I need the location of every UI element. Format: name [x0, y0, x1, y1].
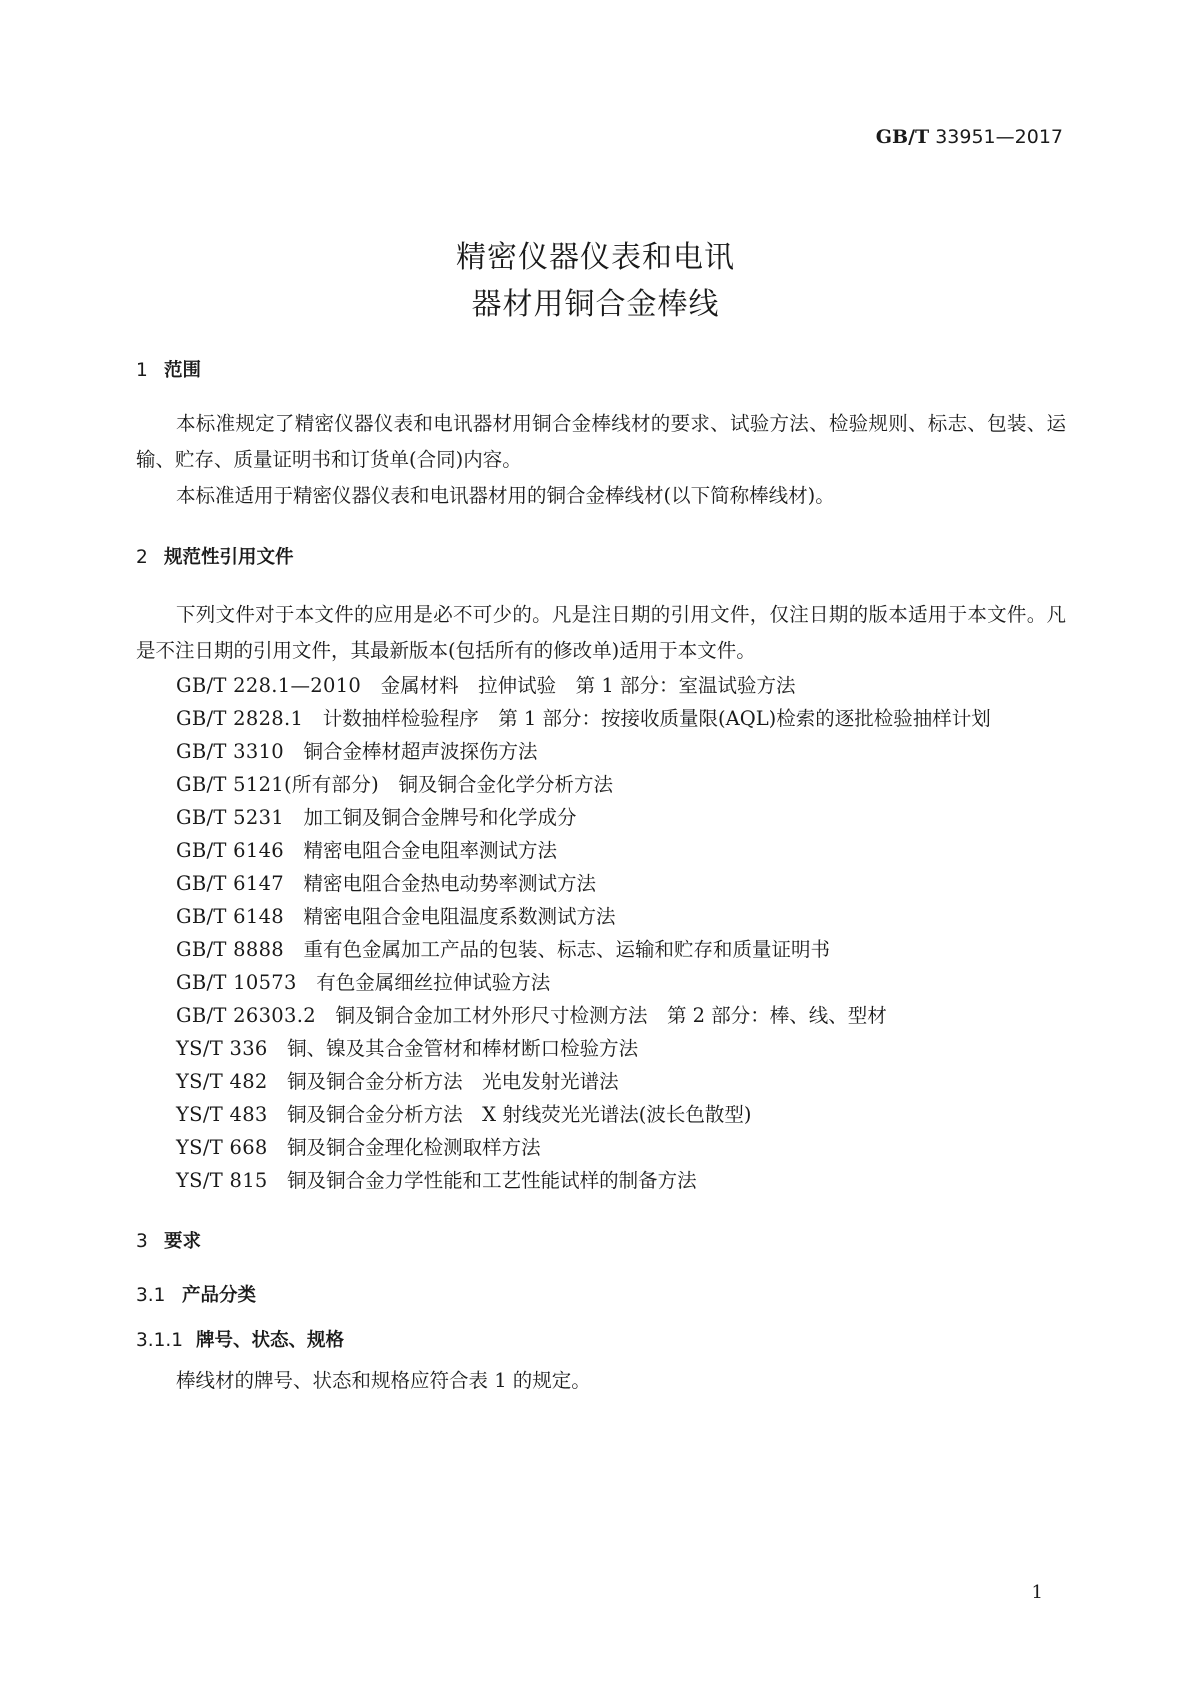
reference-title: 计数抽样检验程序 第 1 部分：按接收质量限(AQL)检索的逐批检验抽样计划 [322, 707, 991, 730]
reference-code: GB/T 5231 [176, 806, 285, 829]
reference-title: 铜及铜合金分析方法 X 射线荧光光谱法(波长色散型) [287, 1103, 752, 1126]
reference-title: 铜及铜合金理化检测取样方法 [287, 1136, 541, 1159]
reference-title: 精密电阻合金电阻率测试方法 [303, 839, 558, 862]
section-title: 规范性引用文件 [164, 547, 294, 568]
reference-title: 有色金属细丝拉伸试验方法 [316, 971, 551, 994]
section-3-1-heading [136, 1281, 256, 1307]
reference-code: GB/T 10573 [176, 971, 297, 994]
reference-title: 铜及铜合金分析方法 光电发射光谱法 [287, 1070, 619, 1093]
reference-code: YS/T 483 [176, 1103, 268, 1126]
reference-title: 铜、镍及其合金管材和棒材断口检验方法 [287, 1037, 639, 1060]
reference-title: 铜及铜合金力学性能和工艺性能试样的制备方法 [287, 1169, 697, 1192]
reference-item [176, 868, 596, 896]
classification-paragraph: 棒线材的牌号、状态和规格应符合表 1 的规定。 [176, 1369, 591, 1392]
references-intro-paragraph: 下列文件对于本文件的应用是必不可少的。凡是注日期的引用文件，仅注日期的版本适用于本文件。凡是不注日期的引用文件，其最新版本(包括所有的修改单)适用于本文件。 [136, 603, 1066, 662]
reference-code: GB/T 6146 [176, 839, 285, 862]
reference-title: 金属材料 拉伸试验 第 1 部分：室温试验方法 [380, 674, 796, 697]
reference-item [176, 802, 577, 830]
section-title: 要求 [164, 1231, 202, 1252]
scope-paragraph-2: 本标准适用于精密仪器仪表和电讯器材用的铜合金棒线材(以下简称棒线材)。 [176, 484, 835, 507]
document-title-line-2: 器材用铜合金棒线 [471, 287, 720, 322]
reference-item [176, 967, 550, 995]
reference-code: YS/T 482 [176, 1070, 268, 1093]
section-1-heading [136, 356, 201, 382]
section-3-heading [136, 1227, 201, 1253]
reference-code: GB/T 26303.2 [176, 1004, 316, 1027]
page-number: 1 [1031, 1582, 1043, 1603]
reference-code: YS/T 815 [176, 1169, 268, 1192]
reference-item [176, 1099, 751, 1127]
reference-code: GB/T 8888 [176, 938, 285, 961]
standard-code [876, 126, 1063, 148]
reference-item [176, 670, 795, 698]
reference-item [176, 1000, 887, 1028]
reference-code: GB/T 228.1—2010 [176, 674, 362, 697]
section-number: 3.1.1 [136, 1330, 184, 1351]
reference-code: GB/T 5121(所有部分) [176, 773, 380, 796]
reference-title: 铜合金棒材超声波探伤方法 [303, 740, 538, 763]
standard-code-number: 33951—2017 [935, 126, 1063, 148]
section-title: 牌号、状态、规格 [196, 1330, 345, 1351]
section-title: 范围 [164, 360, 202, 381]
section-number: 1 [136, 360, 148, 381]
reference-title: 精密电阻合金电阻温度系数测试方法 [303, 905, 616, 928]
section-number: 2 [136, 547, 148, 568]
document-title-line-1: 精密仪器仪表和电讯 [456, 240, 735, 275]
reference-item [176, 1132, 541, 1160]
reference-title: 铜及铜合金加工材外形尺寸检测方法 第 2 部分：棒、线、型材 [335, 1004, 887, 1027]
reference-code: YS/T 336 [176, 1037, 268, 1060]
section-number: 3 [136, 1231, 148, 1252]
reference-title: 铜及铜合金化学分析方法 [398, 773, 614, 796]
reference-title: 加工铜及铜合金牌号和化学成分 [303, 806, 577, 829]
reference-item [176, 1165, 697, 1193]
reference-item [176, 703, 991, 731]
reference-title: 精密电阻合金热电动势率测试方法 [303, 872, 597, 895]
reference-code: GB/T 2828.1 [176, 707, 304, 730]
scope-paragraph-1: 本标准规定了精密仪器仪表和电讯器材用铜合金棒线材的要求、试验方法、检验规则、标志、包装、运输、贮存、质量证明书和订货单(合同)内容。 [136, 412, 1066, 471]
reference-item [176, 901, 616, 929]
section-number: 3.1 [136, 1285, 166, 1306]
reference-item [176, 769, 613, 797]
reference-item [176, 736, 538, 764]
reference-code: GB/T 6147 [176, 872, 285, 895]
reference-code: GB/T 6148 [176, 905, 285, 928]
reference-code: YS/T 668 [176, 1136, 268, 1159]
reference-item [176, 1066, 619, 1094]
section-2-heading [136, 543, 294, 569]
reference-item [176, 934, 830, 962]
standard-code-prefix: GB/T [875, 126, 930, 148]
reference-item [176, 1033, 638, 1061]
section-title: 产品分类 [182, 1285, 257, 1306]
reference-code: GB/T 3310 [176, 740, 285, 763]
reference-item [176, 835, 557, 863]
section-3-1-1-heading [136, 1326, 344, 1352]
reference-title: 重有色金属加工产品的包装、标志、运输和贮存和质量证明书 [303, 938, 831, 961]
